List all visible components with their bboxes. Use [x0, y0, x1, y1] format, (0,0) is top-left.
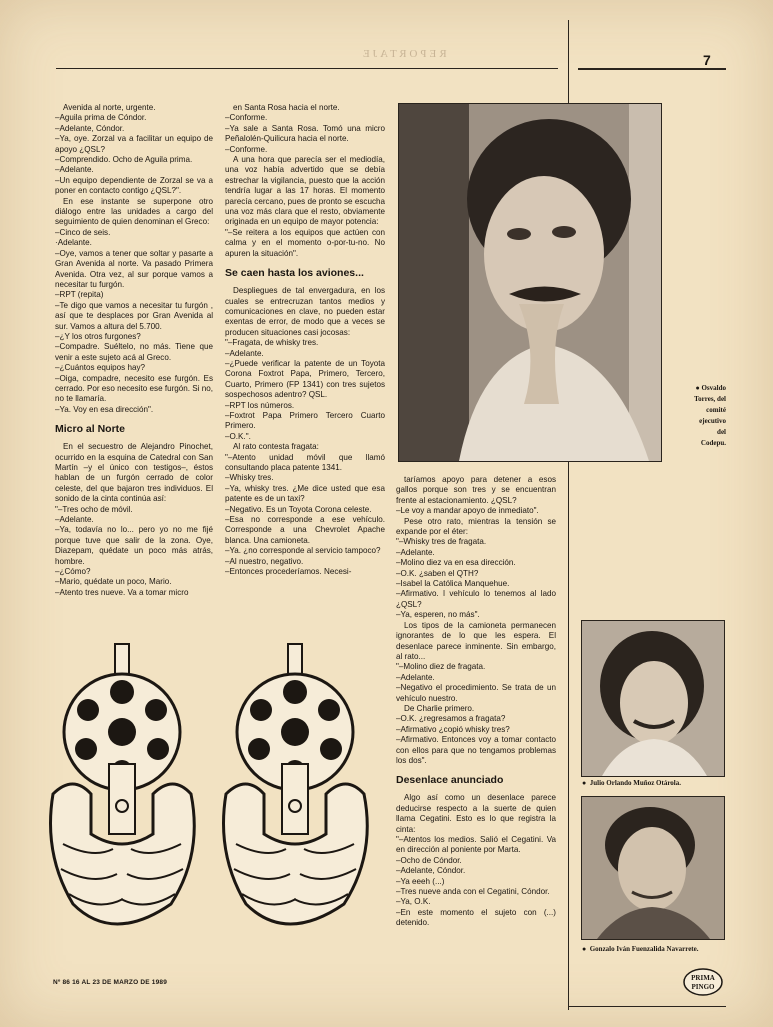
paragraph: –Le voy a mandar apoyo de inmediato".: [396, 506, 539, 516]
paragraph: –Whisky tres.: [225, 473, 274, 483]
paragraph: –Cinco de seis.: [55, 227, 111, 237]
paragraph: Al rato contesta fragata:: [233, 442, 319, 452]
paragraph: –Ya sale a Santa Rosa. Tomó una micro Peñalolén-Quilicura hacia el norte.: [225, 123, 385, 144]
paragraph: De Charlie primero.: [404, 703, 475, 713]
article-column-2: [225, 103, 385, 577]
paragraph: –Negativo el procedimiento. Se trata de un vehículo nuestro.: [396, 683, 556, 703]
column-1-top-text: [55, 103, 213, 415]
paragraph: Los tipos de la camioneta permanecen ignorantes de lo que les espera. El desenlace parece inminente. Sin embargo, al rato...: [396, 620, 556, 661]
paragraph: "–Atento unidad móvil que llamó consultando placa patente 1341.: [225, 452, 385, 472]
paragraph: –Adelante.: [396, 547, 435, 557]
paragraph: Despliegues de tal envergadura, en los cuales se entrecruzan tantos medios y comunicaciones en clave, no pueden estar exentas de error, de modo que a veces se producen situaciones casi jocosas:: [225, 286, 385, 337]
paragraph: –Ya, O.K.: [396, 897, 431, 907]
photo3-illustration: [582, 797, 724, 939]
paragraph: –Oye, vamos a tener que soltar y pasarte a Gran Avenida al norte. Va pasado Primera Avenida. Otra vez, al sur porque vamos a necesitar tu furgón.: [55, 248, 213, 289]
revolver-hands-illustration: [48, 640, 388, 940]
column-3-bottom-text: [396, 793, 556, 928]
paragraph: –Tres nueve anda con el Cegatini, Cóndor.: [396, 887, 550, 897]
caption-photo-3-text: Gonzalo Iván Fuenzalida Navarrete.: [589, 945, 699, 953]
logo-line-2: PINGO: [691, 983, 715, 991]
portrait-illustration: [399, 104, 661, 461]
photo2-illustration: [582, 621, 724, 776]
paragraph: –Te digo que vamos a necesitar tu furgón , así que te desplaces por Gran Avenida al sur. Vamos a altura del 5.700.: [55, 300, 213, 331]
paragraph: –Conforme.: [225, 113, 268, 123]
column-1-bottom-text: [55, 442, 213, 598]
paragraph: "–Whisky tres de fragata.: [396, 537, 487, 547]
paragraph: –O.K.".: [225, 431, 251, 441]
paragraph: –Adelante, Cóndor.: [55, 123, 125, 133]
paragraph: –Adelante.: [396, 672, 435, 682]
caption-line: ejecutivo: [699, 417, 726, 425]
caption-line: del: [717, 428, 726, 436]
paragraph: "–Se reitera a los equipos que actúen con calma y en el momento o-por-tu-no. No apuren la situación".: [225, 227, 385, 258]
paragraph: –Adelante.: [55, 515, 94, 525]
caption-photo-3: [582, 944, 732, 955]
paragraph: –Ya eeeh (...): [396, 876, 445, 886]
paragraph: –Conforme.: [225, 144, 268, 154]
paragraph: taríamos apoyo para detener a esos gallos porque son tres y se encuentran frente al estacionamiento. ¿QSL?: [396, 475, 556, 505]
header-rule-right: [578, 68, 726, 70]
footer-rule: [568, 1006, 726, 1007]
photo-julio-munoz: [581, 620, 725, 777]
paragraph: –Molino diez va en esa dirección.: [396, 558, 516, 568]
paragraph: –¿Puede verificar la patente de un Toyota Corona Foxtrot Papa, Primero, Tercero, Cuarto, Primero (FP 1341) con tres sujetos sospechosos adentro? QSL.: [225, 358, 385, 400]
column-3-top-text: [396, 475, 556, 766]
paragraph: –O.K. ¿saben el QTH?: [396, 568, 479, 578]
paragraph: –Negativo. Es un Toyota Corona celeste.: [225, 504, 372, 514]
logo-line-1: PRIMA: [691, 974, 715, 982]
paragraph: –Ocho de Cóndor.: [396, 855, 462, 865]
logo-icon: [683, 968, 723, 996]
subheading-se-caen: Se caen hasta los aviones...: [225, 267, 364, 280]
paragraph: –Afirmativo ¿copió whisky tres?: [396, 724, 510, 734]
section-kicker: REPORTAJE: [360, 48, 447, 60]
paragraph: Algo así como un desenlace parece deducirse respecto a la suerte de quien llama Cegatini. Esto es lo que registra la cinta:: [396, 793, 556, 834]
paragraph: –Adelante.: [55, 165, 94, 175]
paragraph: –Comprendido. Ocho de Aguila prima.: [55, 155, 193, 165]
caption-main-photo: [666, 383, 726, 449]
paragraph: –Aguila prima de Cóndor.: [55, 113, 147, 123]
page-number: 7: [703, 52, 711, 68]
portrait-photo-osvaldo-torres: [398, 103, 662, 462]
bullet-icon: ●: [582, 945, 587, 953]
paragraph: –Adelante.: [225, 348, 264, 358]
magazine-logo: [683, 968, 723, 996]
photo-gonzalo-fuenzalida: [581, 796, 725, 940]
paragraph: –Ya. Voy en esa dirección".: [55, 404, 154, 414]
caption-photo-2-text: Julio Orlando Muñoz Otárola.: [589, 779, 682, 787]
caption-line: Torres, del: [694, 395, 726, 403]
paragraph: –Ya, todavía no lo... pero yo no me fijé porque tuve que salir de la zona. Oye, Diazepam, quédate un poco más atrás, hombre.: [55, 525, 213, 566]
paragraph: –Al nuestro, negativo.: [225, 556, 304, 566]
subheading-desenlace: Desenlace anunciado: [396, 774, 504, 787]
paragraph: –Afirmativo. Entonces voy a tomar contacto con ellos para que no tengamos problemas los dos".: [396, 735, 556, 765]
caption-line: Codepu.: [700, 439, 726, 447]
paragraph: –Un equipo dependiente de Zorzal se va a poner en contacto contigo ¿QSL?".: [55, 175, 213, 196]
paragraph: –Entonces procederíamos. Necesi-: [225, 567, 352, 577]
column-2-bottom-text: [225, 286, 385, 577]
paragraph: Avenida al norte, urgente.: [63, 103, 156, 112]
paragraph: –O.K. ¿regresamos a fragata?: [396, 714, 506, 724]
paragraph: En el secuestro de Alejandro Pinochet, ocurrido en la esquina de Catedral con San Martín –y el único con testigos–, éstos hablan de un furgón cerrado de color celeste, del que bajaron tres individuos. El sonido de la cinta continúa así:: [55, 442, 213, 504]
paragraph: –Afirmativo. l vehículo lo tenemos al lado ¿QSL?: [396, 589, 556, 609]
article-column-1: [55, 103, 213, 598]
revolver-left: [51, 644, 195, 924]
header-rule-left: [56, 68, 558, 69]
subheading-micro-al-norte: Micro al Norte: [55, 423, 126, 436]
paragraph: –Compadre. Suéltelo, no más. Tiene que venir a este sujeto acá al Greco.: [55, 342, 213, 362]
paragraph: –Ya. ¿no corresponde al servicio tampoco?: [225, 546, 381, 556]
paragraph: En ese instante se superpone otro diálogo entre las unidades a cargo del seguimiento de quien denominan el Greco:: [55, 196, 213, 227]
paragraph: –RPT los números.: [225, 400, 295, 410]
paragraph: –Ya, oye. Zorzal va a facilitar un equipo de apoyo ¿QSL?: [55, 134, 213, 154]
paragraph: –Mario, quédate un poco, Mario.: [55, 577, 172, 587]
paragraph: –Atento tres nueve. Va a tomar micro: [55, 587, 189, 597]
article-column-3: [396, 475, 556, 929]
paragraph: –RPT (repita): [55, 290, 104, 300]
paragraph: "–Atentos los medios. Salió el Cegatini. Va en dirección al poniente por Marta.: [396, 835, 556, 855]
paragraph: –En este momento el sujeto con (...) detenido.: [396, 907, 556, 928]
paragraph: –Ya, whisky tres. ¿Me dice usted que esa patente es de un taxi?: [225, 483, 385, 504]
paragraph: –Foxtrot Papa Primero Tercero Cuarto Primero.: [225, 410, 385, 431]
bullet-icon: ●: [582, 779, 587, 787]
paragraph: –¿Cuántos equipos hay?: [55, 363, 145, 373]
revolver-right: [224, 644, 368, 924]
paragraph: –Adelante, Cóndor.: [396, 866, 466, 876]
paragraph: –¿Cómo?: [55, 567, 91, 577]
caption-line: comité: [706, 406, 726, 414]
paragraph: –Oiga, compadre, necesito ese furgón. Es cerrado. Por eso necesito ese furgón. Si no, no te llamaría.: [55, 373, 213, 404]
paragraph: "–Fragata, de whisky tres.: [225, 338, 319, 348]
paragraph: en Santa Rosa hacia el norte.: [233, 103, 340, 112]
paragraph: "–Tres ocho de móvil.: [55, 504, 133, 514]
column-2-top-text: [225, 103, 385, 259]
paragraph: –Ya, esperen, no más".: [396, 610, 480, 620]
issue-footer: Nº 86 16 AL 23 DE MARZO DE 1989: [53, 979, 168, 986]
paragraph: –Isabel la Católica Manquehue.: [396, 579, 510, 589]
paragraph: ·Adelante.: [55, 238, 92, 248]
paragraph: Pese otro rato, mientras la tensión se expande por el éter:: [396, 516, 556, 537]
paragraph: "–Molino diez de fragata.: [396, 662, 486, 672]
caption-main-lines: [666, 383, 726, 449]
paragraph: A una hora que parecía ser el mediodía, una voz había advertido que se debía estrechar la vigilancia, puesto que la acción tendría lugar a las 17 horas. El momento parecía cercano, pues de pronto se escucha una voz más clara que el resto, obviamente originada en un equipo de mayor potencia:: [225, 155, 385, 227]
caption-photo-2: [582, 778, 724, 789]
paragraph: –¿Y los otros furgones?: [55, 331, 141, 341]
caption-line: ● Osvaldo: [695, 384, 726, 392]
paragraph: –Esa no corresponde a ese vehículo. Corresponde a una Chevrolet Apache blanca. Una camioneta.: [225, 515, 385, 545]
